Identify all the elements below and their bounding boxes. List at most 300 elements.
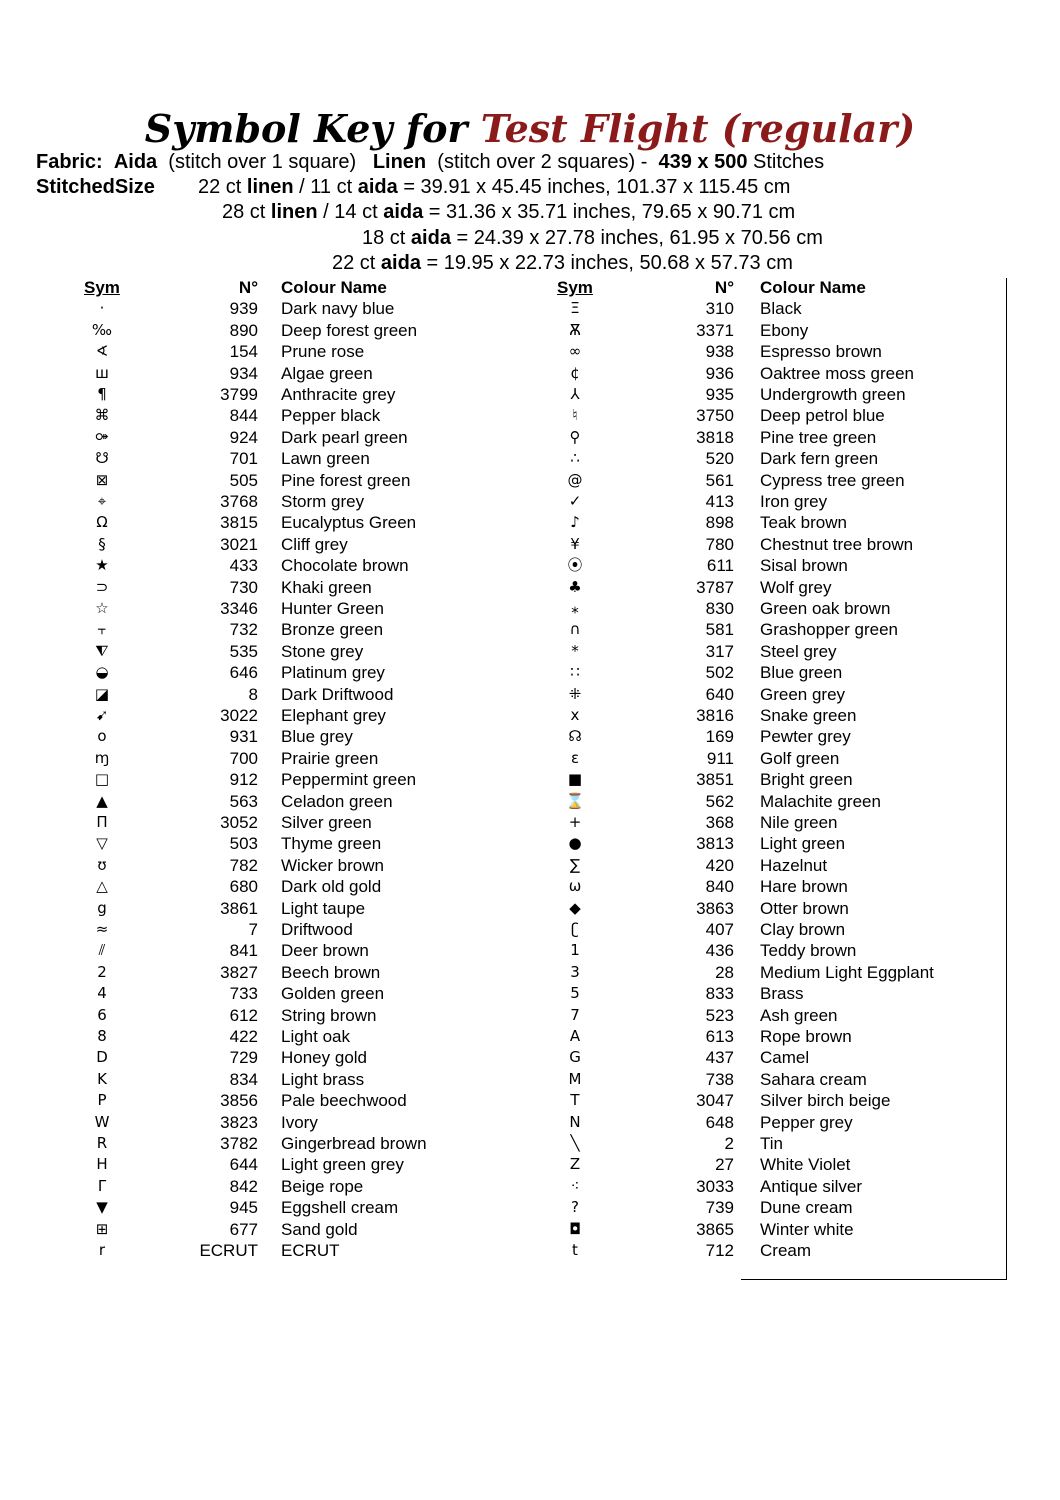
symbol-glyph: ♮ (572, 406, 578, 425)
thread-number: 780 (705, 534, 734, 554)
colour-name: Winter white (760, 1219, 854, 1239)
symbol-glyph: ◒ (95, 663, 109, 682)
colour-name: Pewter grey (760, 727, 851, 747)
colour-name: Pine tree green (760, 427, 877, 447)
symbol-glyph: 8 (97, 1027, 107, 1045)
symbol-glyph: Ѫ (569, 320, 581, 339)
colour-name: Dark old gold (281, 877, 382, 897)
colour-name: White Violet (760, 1155, 851, 1175)
colour-name: Storm grey (281, 492, 365, 511)
thread-number: 640 (705, 684, 734, 704)
table-row (0, 876, 1060, 897)
thread-number: 28 (715, 962, 734, 982)
fabric-linen-note: (stitch over 2 squares) - (437, 151, 648, 173)
colour-name: Green oak brown (760, 599, 891, 618)
thread-number: 739 (705, 1198, 734, 1218)
thread-number: 436 (705, 941, 734, 961)
colour-name: Pine forest green (281, 470, 411, 490)
colour-name: Lawn green (281, 449, 370, 469)
symbol-glyph: ☊ (568, 727, 582, 746)
symbol-glyph: ☆ (95, 599, 109, 617)
thread-number: 3851 (696, 770, 734, 790)
colour-name: Eucalyptus Green (281, 513, 417, 533)
header-colour-name: Colour Name (281, 278, 387, 297)
symbol-glyph: ⅄ (570, 385, 580, 403)
colour-name: Blue green (760, 663, 843, 683)
symbol-glyph: 7 (570, 1005, 580, 1024)
table-row (0, 726, 1060, 747)
colour-name: Honey gold (281, 1048, 368, 1068)
thread-number: 3787 (696, 577, 734, 597)
symbol-glyph: ⌘ (94, 406, 110, 425)
symbol-glyph: 3 (570, 962, 580, 981)
colour-name: Chestnut tree brown (760, 534, 914, 554)
thread-number: 842 (229, 1176, 258, 1196)
thread-number: 945 (229, 1198, 258, 1218)
colour-name: Dune cream (760, 1198, 853, 1218)
thread-number: 3863 (696, 898, 734, 918)
colour-name: Golf green (760, 748, 840, 768)
colour-name: Hazelnut (760, 855, 828, 875)
symbol-glyph: ⌛ (565, 791, 585, 810)
colour-name: Hunter Green (281, 599, 384, 618)
thread-number: 712 (705, 1241, 734, 1260)
pattern-dimensions: 439 x 500 (658, 151, 748, 173)
table-row (0, 363, 1060, 384)
thread-number: 502 (705, 663, 734, 683)
fabric-label: Fabric: (36, 151, 103, 173)
symbol-glyph: ∢ (95, 342, 109, 361)
table-row (0, 598, 1060, 619)
thread-number: 3816 (696, 706, 734, 725)
colour-name: Light taupe (281, 898, 366, 918)
colour-name: Light green (760, 834, 846, 854)
symbol-glyph: T (570, 1091, 580, 1110)
symbol-glyph: ≈ (95, 920, 109, 938)
thread-number: 7 (248, 920, 258, 939)
thread-number: 898 (705, 513, 734, 533)
table-row (0, 1176, 1060, 1197)
table-row (0, 1005, 1060, 1026)
colour-name: Bright green (760, 770, 853, 790)
thread-number: 3799 (220, 385, 258, 404)
symbol-glyph: ▲ (96, 791, 108, 810)
symbol-glyph: 5 (570, 984, 580, 1003)
symbol-glyph: ω (568, 877, 582, 896)
colour-name: Celadon green (281, 791, 393, 811)
thread-number: 733 (229, 984, 258, 1004)
colour-name: Deer brown (281, 941, 369, 961)
thread-number: 613 (705, 1027, 734, 1046)
table-row (0, 898, 1060, 919)
colour-name: Hare brown (760, 877, 848, 897)
stitches-label: Stitches (753, 151, 825, 173)
symbol-glyph: ⫽ (98, 941, 106, 960)
symbol-glyph: x (570, 706, 580, 724)
colour-name: Thyme green (281, 834, 382, 854)
thread-number: 680 (229, 877, 258, 897)
thread-number: 3021 (220, 534, 258, 554)
thread-number: 413 (705, 492, 734, 511)
symbol-glyph: 1 (570, 941, 580, 960)
symbol-glyph: ⁖ (570, 1176, 580, 1195)
symbol-glyph: Γ (97, 1176, 107, 1195)
colour-name: Peppermint green (281, 770, 417, 790)
symbol-glyph: @ (567, 470, 583, 489)
colour-name: Eggshell cream (281, 1198, 399, 1218)
colour-name: Grashopper green (760, 620, 898, 640)
colour-name: Deep petrol blue (760, 406, 885, 426)
thread-number: 3768 (220, 492, 258, 511)
symbol-glyph: t (572, 1241, 578, 1259)
thread-number: 612 (229, 1005, 258, 1025)
thread-number: 938 (705, 342, 734, 362)
symbol-glyph: ⫟ (97, 620, 107, 639)
colour-name: Nile green (760, 813, 838, 832)
colour-name: Wolf grey (760, 577, 832, 597)
symbol-glyph: Ξ (570, 299, 580, 318)
thread-number: 738 (705, 1069, 734, 1089)
symbol-glyph: ⦿ (567, 556, 583, 575)
colour-name: Sand gold (281, 1219, 358, 1239)
symbol-glyph: ☋ (95, 449, 109, 468)
thread-number: 27 (715, 1155, 734, 1175)
colour-name: Khaki green (281, 577, 372, 597)
colour-name: String brown (281, 1005, 377, 1025)
thread-number: 939 (229, 299, 258, 319)
thread-number: 562 (705, 791, 734, 811)
stitched-size-label: StitchedSize (36, 176, 155, 198)
colour-name: Ivory (281, 1112, 318, 1132)
table-row (0, 919, 1060, 940)
header-num: N° (714, 278, 734, 297)
table-row (0, 619, 1060, 640)
colour-name: Undergrowth green (760, 385, 906, 404)
size-row-1: 22 ct linen / 11 ct aida = 39.91 x 45.45 inches, 101.37 x 115.45 cm (198, 176, 791, 198)
symbol-glyph: Ω (96, 513, 108, 532)
table-row (0, 1026, 1060, 1047)
thread-number: 3861 (220, 898, 258, 918)
colour-name: Ebony (760, 320, 809, 340)
table-row (0, 512, 1060, 533)
symbol-glyph: ∑ (569, 855, 581, 874)
colour-name: Cream (760, 1241, 812, 1260)
thread-number: 581 (705, 620, 734, 640)
symbol-glyph: ʊ (97, 855, 107, 874)
colour-name: Pepper grey (760, 1112, 853, 1132)
table-row (0, 748, 1060, 769)
thread-number: 503 (229, 834, 258, 854)
table-row (0, 1047, 1060, 1068)
colour-name: Espresso brown (760, 342, 882, 362)
colour-name: Beige rope (281, 1176, 364, 1196)
table-row (0, 1133, 1060, 1154)
colour-name: Driftwood (281, 920, 353, 939)
thread-number: 505 (229, 470, 258, 490)
symbol-glyph: ⧨ (95, 641, 109, 660)
table-row (0, 341, 1060, 362)
colour-name: Teak brown (760, 513, 847, 533)
thread-number: 890 (229, 320, 258, 340)
colour-name: Gingerbread brown (281, 1134, 427, 1153)
thread-number: 407 (705, 920, 734, 939)
thread-number: 3346 (220, 599, 258, 618)
thread-number: 3818 (696, 427, 734, 447)
symbol-glyph: ⚩ (95, 427, 109, 446)
colour-name: Bronze green (281, 620, 384, 640)
table-row (0, 662, 1060, 683)
thread-number: 3371 (696, 320, 734, 340)
thread-number: 422 (229, 1027, 258, 1046)
table-row (0, 1154, 1060, 1175)
colour-name: Malachite green (760, 791, 881, 811)
symbol-glyph: ∴ (570, 449, 580, 468)
thread-number: 782 (229, 855, 258, 875)
thread-number: 912 (229, 770, 258, 790)
colour-name: Sisal brown (760, 556, 848, 576)
symbol-glyph: 6 (97, 1005, 107, 1024)
table-row (0, 320, 1060, 341)
symbol-glyph: ʗ (571, 920, 579, 938)
symbol-glyph: ∷ (570, 663, 580, 682)
table-row (0, 470, 1060, 491)
fabric-aida: Aida (113, 151, 158, 173)
colour-name: Light green grey (281, 1155, 404, 1175)
table-row (0, 534, 1060, 555)
symbol-glyph: D (96, 1048, 108, 1067)
thread-number: 437 (705, 1048, 734, 1068)
table-row (0, 555, 1060, 576)
thread-number: 3750 (696, 406, 734, 426)
symbol-glyph: Π (96, 813, 108, 831)
thread-number: 935 (705, 385, 734, 404)
colour-name: Golden green (281, 984, 385, 1004)
colour-name: Snake green (760, 706, 857, 725)
table-row (0, 1219, 1060, 1240)
header-colour-name: Colour Name (760, 278, 866, 297)
thread-number: 911 (706, 748, 734, 768)
table-row (0, 491, 1060, 512)
symbol-glyph: 2 (97, 962, 107, 981)
symbol-glyph: ♣ (568, 577, 582, 596)
table-row (0, 791, 1060, 812)
table-bottom-border (741, 1279, 1007, 1280)
symbol-glyph: ■ (567, 770, 583, 789)
thread-number: 646 (229, 663, 258, 683)
thread-number: 3047 (696, 1091, 734, 1111)
fabric-line (36, 150, 824, 175)
colour-name: Cypress tree green (760, 470, 905, 490)
table-row (0, 1090, 1060, 1111)
thread-number: 701 (229, 449, 258, 469)
thread-number: 3815 (220, 513, 258, 533)
table-row (0, 1112, 1060, 1133)
table-row (0, 833, 1060, 854)
thread-number: 2 (724, 1134, 734, 1153)
colour-name: Dark fern green (760, 449, 879, 469)
symbol-glyph: 4 (97, 984, 107, 1003)
thread-number: 420 (705, 855, 734, 875)
title-prefix: Symbol Key for (144, 106, 468, 151)
symbol-glyph: ◆ (569, 898, 581, 917)
thread-number: 3823 (220, 1112, 258, 1132)
thread-number: 700 (229, 748, 258, 768)
symbol-glyph: g (97, 898, 107, 917)
colour-name: Prairie green (281, 748, 379, 768)
thread-number: 310 (705, 299, 734, 319)
symbol-glyph: o (97, 727, 107, 746)
colour-name: Black (760, 299, 802, 319)
symbol-glyph: ➹ (95, 706, 109, 724)
fabric-aida-note: (stitch over 1 square) (168, 151, 357, 173)
symbol-glyph: § (98, 534, 106, 553)
thread-number: 3856 (220, 1091, 258, 1111)
thread-number: 563 (229, 791, 258, 811)
thread-number: 8 (248, 684, 258, 704)
thread-number: 924 (229, 427, 258, 447)
symbol-glyph: Z (569, 1155, 581, 1174)
thread-number: 730 (229, 577, 258, 597)
symbol-glyph: ‰ (91, 320, 113, 339)
colour-name: Iron grey (760, 492, 828, 511)
colour-name: Beech brown (281, 962, 381, 982)
colour-name: Medium Light Eggplant (760, 962, 934, 982)
thread-number: 3782 (220, 1134, 258, 1153)
symbol-glyph: ɱ (94, 748, 110, 767)
header-sym: Sym (557, 278, 593, 297)
thread-number: 936 (705, 363, 734, 383)
colour-name: Camel (760, 1048, 810, 1068)
symbol-glyph: A (569, 1027, 581, 1045)
table-row (0, 769, 1060, 790)
thread-number: ECRUT (199, 1241, 258, 1260)
colour-name: Chocolate brown (281, 556, 409, 576)
pattern-name: Test Flight (regular) (480, 106, 916, 151)
symbol-glyph: N (569, 1112, 581, 1131)
symbol-glyph: ✓ (568, 492, 582, 510)
table-row (0, 384, 1060, 405)
colour-name: Rope brown (760, 1027, 852, 1046)
thread-number: 834 (229, 1069, 258, 1089)
colour-name: Pepper black (281, 406, 381, 426)
colour-name: Pale beechwood (281, 1091, 407, 1111)
thread-number: 535 (229, 641, 258, 661)
table-row (0, 962, 1060, 983)
table-row (0, 298, 1060, 319)
table-row (0, 855, 1060, 876)
table-row (0, 1197, 1060, 1218)
thread-number: 729 (229, 1048, 258, 1068)
colour-name: Clay brown (760, 920, 846, 939)
colour-name: Anthracite grey (281, 385, 396, 404)
table-row (0, 1069, 1060, 1090)
symbol-glyph: ш (95, 363, 109, 382)
colour-name: Tin (760, 1134, 783, 1153)
symbol-glyph: ⊃ (95, 577, 109, 596)
page-title (0, 104, 1060, 154)
size-row-3: 18 ct aida = 24.39 x 27.78 inches, 61.95 x 70.56 cm (362, 227, 823, 249)
symbol-glyph: ⚲ (569, 427, 581, 446)
symbol-glyph: K (97, 1069, 107, 1088)
colour-name: Algae green (281, 363, 373, 383)
colour-name: Oaktree moss green (760, 363, 915, 383)
symbol-glyph: ● (568, 834, 582, 853)
thread-number: 830 (705, 599, 734, 618)
symbol-glyph: ◘ (569, 1219, 581, 1238)
colour-name: Light oak (281, 1027, 350, 1046)
symbol-glyph: M (568, 1069, 582, 1088)
colour-name: Brass (760, 984, 804, 1004)
header-sym: Sym (84, 278, 120, 297)
symbol-glyph: G (569, 1048, 581, 1067)
symbol-glyph: ¥ (570, 534, 580, 553)
thread-number: 833 (705, 984, 734, 1004)
table-row (0, 405, 1060, 426)
symbol-glyph: · (99, 299, 105, 318)
thread-number: 3052 (220, 813, 258, 832)
symbol-glyph: ¢ (570, 363, 580, 382)
right-header-row (0, 277, 1060, 298)
symbol-glyph: + (568, 813, 582, 831)
symbol-glyph: ⁎ (571, 599, 579, 617)
thread-number: 523 (705, 1005, 734, 1025)
symbol-glyph: ? (571, 1198, 579, 1217)
thread-number: 732 (229, 620, 258, 640)
colour-name: Deep forest green (281, 320, 418, 340)
symbol-glyph: W (94, 1112, 110, 1131)
colour-name: Prune rose (281, 342, 365, 362)
thread-number: 3813 (696, 834, 734, 854)
thread-number: 368 (705, 813, 734, 832)
thread-number: 611 (706, 556, 734, 576)
symbol-glyph: ∩ (569, 620, 581, 639)
thread-number: 433 (229, 556, 258, 576)
size-row-2: 28 ct linen / 14 ct aida = 31.36 x 35.71 inches, 79.65 x 90.71 cm (222, 201, 796, 223)
symbol-glyph: P (97, 1091, 107, 1110)
symbol-glyph: * (571, 641, 579, 660)
colour-name: Sahara cream (760, 1069, 867, 1089)
symbol-glyph: ★ (95, 556, 109, 575)
colour-name: Green grey (760, 684, 846, 704)
symbol-glyph: R (96, 1134, 108, 1152)
colour-name: Teddy brown (760, 941, 857, 961)
symbol-glyph: ╲ (570, 1134, 580, 1152)
symbol-glyph: ♪ (570, 513, 580, 532)
thread-number: 644 (229, 1155, 258, 1175)
symbol-glyph: ⊞ (95, 1219, 109, 1238)
colour-name: Ash green (760, 1005, 838, 1025)
table-row (0, 983, 1060, 1004)
thread-number: 3022 (220, 706, 258, 725)
symbol-glyph: □ (94, 770, 110, 789)
thread-number: 677 (229, 1219, 258, 1239)
thread-number: 154 (229, 342, 258, 362)
symbol-glyph: ▼ (96, 1198, 108, 1217)
thread-number: 934 (229, 363, 258, 383)
symbol-glyph: ∞ (568, 342, 582, 361)
thread-number: 169 (705, 727, 734, 747)
colour-name: Elephant grey (281, 706, 386, 725)
symbol-key-table (0, 276, 1060, 1286)
symbol-glyph: ¶ (97, 385, 107, 403)
colour-name: Silver birch beige (760, 1091, 891, 1111)
symbol-glyph: H (96, 1155, 108, 1174)
table-row (0, 812, 1060, 833)
symbol-glyph: ▽ (96, 834, 108, 853)
symbol-glyph: ⊠ (95, 470, 109, 489)
thread-number: 931 (229, 727, 258, 747)
size-row-4: 22 ct aida = 19.95 x 22.73 inches, 50.68 x 57.73 cm (332, 252, 793, 274)
